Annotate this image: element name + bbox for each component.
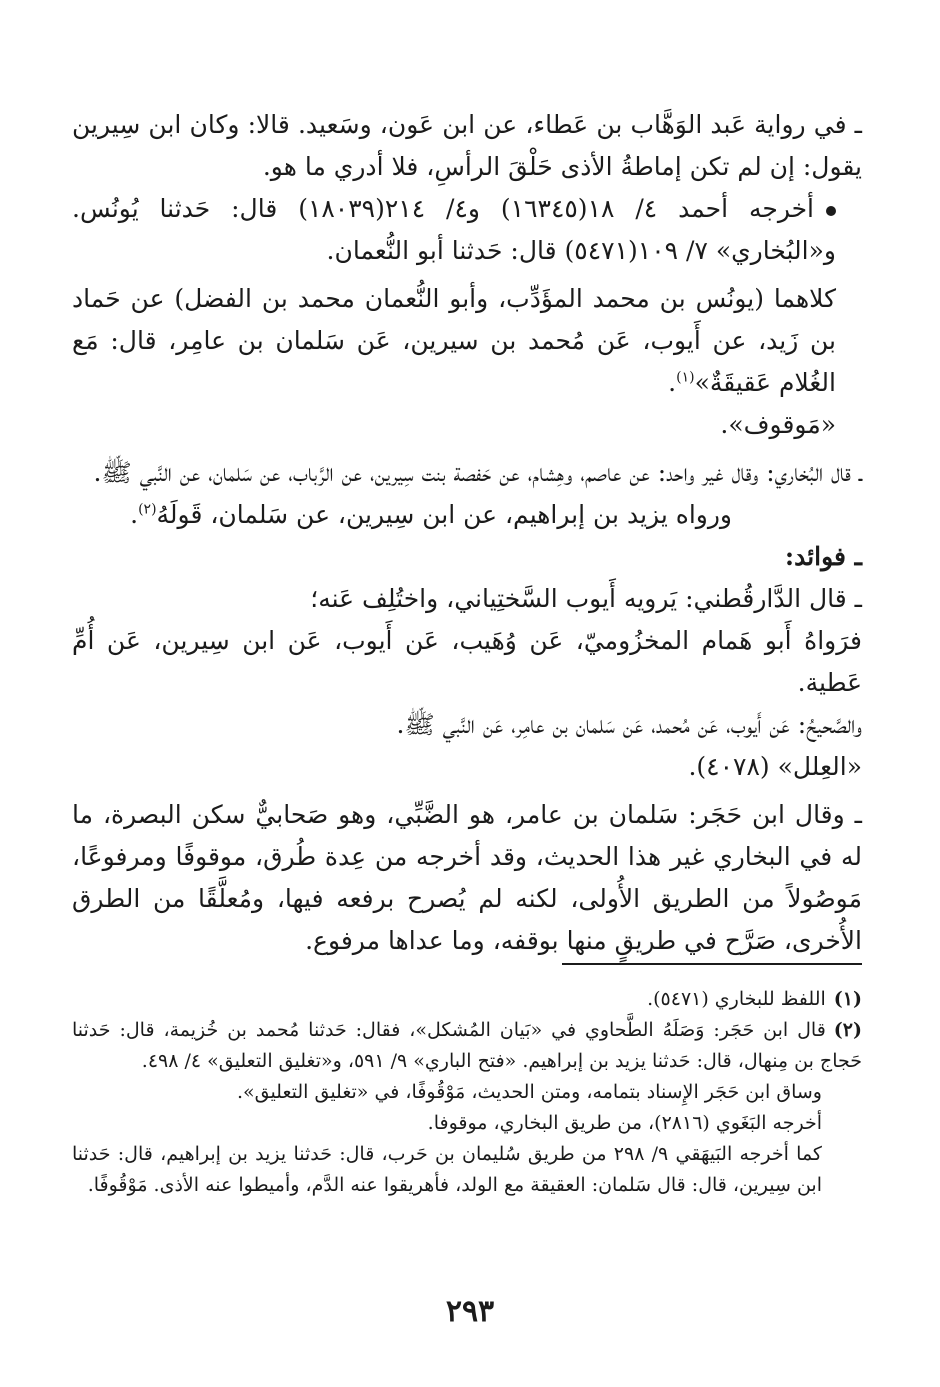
heading-fawaid: ـ فوائد: <box>784 542 862 571</box>
footnote-2-text: قال ابن حَجَر: وَصَلَهُ الطَّحاوي في «بَيان المُشكل»، فقال: حَدثنا مُحمد بن خُزيمة، قال: حَدثنا حَجاج بن مِنهال، قال: حَدثنا يزيد بن إبراهيم. «فتح الباري» ٩/ ٥٩١، و«تغليق التعليق» ٤/ ٤٩٨. <box>72 1019 862 1072</box>
paragraph-abu-hammam: فرَواهُ أَبو هَمام المخزُوميّ، عَن وُهَيب، عَن أَيوب، عَن ابن سِيرين، عَن أُمِّ عَطية. <box>72 626 862 697</box>
paragraph-bukhari: ـ قال البُخاري: وقال غير واحد: عن عاصم، وهِشام، عن حَفصة بنت سِيرين، عن الرَّباب، عن سَلمان، عن النَّبي ﷺ. <box>93 458 862 487</box>
paragraph-sahih: والصَّحيحُ: عَن أَيوب، عَن مُحمد، عَن سَلمان بن عامِر، عَن النَّبي ﷺ. <box>396 710 862 739</box>
bullet-icon <box>826 206 836 216</box>
yazid-text: ورواه يزيد بن إبراهيم، عن ابن سِيرين، عن سَلمان، قَولَهُ <box>156 500 732 529</box>
footnote-2-baghawi: أخرجه البَغَوي (٢٨١٦)، من طريق البخاري، موقوفا. <box>427 1112 822 1134</box>
footnote-1-text: اللفظ للبخاري (٥٤٧١). <box>647 988 826 1010</box>
paragraph-takhrij <box>72 188 862 272</box>
footnote-ref-2[interactable]: (٢) <box>138 501 157 518</box>
footnote-ref-1[interactable]: (١) <box>676 369 695 386</box>
page-number: ٢٩٣ <box>445 1294 495 1329</box>
footnote-2-bayhaqi: كما أخرجه البَيهَقي ٩/ ٢٩٨ من طريق سُليمان بن حَرب، قال: حَدثنا يزيد بن إبراهيم، قال: حَدثنا ابن سِيرين، قال: قال سَلمان: العقيقة مع الولد، فأهريقوا عنه الدَّم، وأميطوا عنه الأذى. مَوْقُوفًا. <box>72 1143 822 1196</box>
main-text <box>72 104 862 962</box>
paragraph-daraqutni: ـ قال الدَّارقُطني: يَرويه أَيوب السَّختِياني، واختُلِف عَنه؛ <box>310 584 862 613</box>
footnote-divider <box>562 963 862 965</box>
paragraph-riwaya: ـ في رواية عَبد الوَهَّاب بن عَطاء، عن ابن عَون، وسَعيد. قالا: وكان ابن سِيرين يقول: إن لم تكن إماطةُ الأذى حَلْقَ الرأسِ، فلا أدري ما هو. <box>72 110 862 181</box>
isnad-text: كلاهما (يونُس بن محمد المؤَدِّب، وأبو النُّعمان محمد بن الفضل) عن حَماد بن زَيد، عن أَيوب، عَن مُحمد بن سيرين، عَن سَلمان بن عامِر، قال: مَع الغُلام عَقيقَةٌ» <box>72 284 836 397</box>
takhrij-text: أخرجه أحمد ٤/ ١٨(١٦٣٤٥) و٤/ ٢١٤(١٨٠٣٩) قال: حَدثنا يُونُس. و«البُخاري» ٧/ ١٠٩(٥٤٧١) قال: حَدثنا أبو النُّعمان. <box>72 194 836 265</box>
footnote-2 <box>72 1015 862 1077</box>
paragraph-ilal: «العِلل» (٤٠٧٨). <box>688 752 862 781</box>
footnotes <box>72 984 862 1201</box>
footnote-2-number: (٢) <box>833 1019 862 1041</box>
paragraph-mawquf: «مَوقوف». <box>720 410 836 439</box>
footnote-1-number: (١) <box>833 988 862 1010</box>
paragraph-isnad: كلاهما (يونُس بن محمد المؤَدِّب، وأبو النُّعمان محمد بن الفضل) عن حَماد بن زَيد، عن أَيوب، عَن مُحمد بن سيرين، عَن سَلمان بن عامِر، قال: مَع الغُلام عَقيقَةٌ»$^{(١)}$. <box>72 284 836 397</box>
paragraph-yazid: ورواه يزيد بن إبراهيم، عن ابن سِيرين، عن سَلمان، قَولَهُ$^{(٢)}$. <box>130 500 732 529</box>
footnote-1 <box>72 984 862 1015</box>
footnote-2-continued: وساق ابن حَجَر الإِسناد بتمامه، ومتن الحديث، مَوْقُوفًا، في «تغليق التعليق». <box>236 1081 822 1103</box>
paragraph-ibn-hajar: ـ وقال ابن حَجَر: سَلمان بن عامر، هو الضَّبِّي، وهو صَحابيٌّ سكن البصرة، ما له في البخاري غير هذا الحديث، وقد أخرجه من عِدة طُرق، موقوفًا ومرفوعًا، مَوصُولاً من الطريق الأُولى، لكنه لم يُصرح برفعه فيها، ومُعلَّقًا من الطرق الأُخرى، صَرَّح في طريقٍ منها بوقفه، وما عداها مرفوع. <box>72 800 862 955</box>
